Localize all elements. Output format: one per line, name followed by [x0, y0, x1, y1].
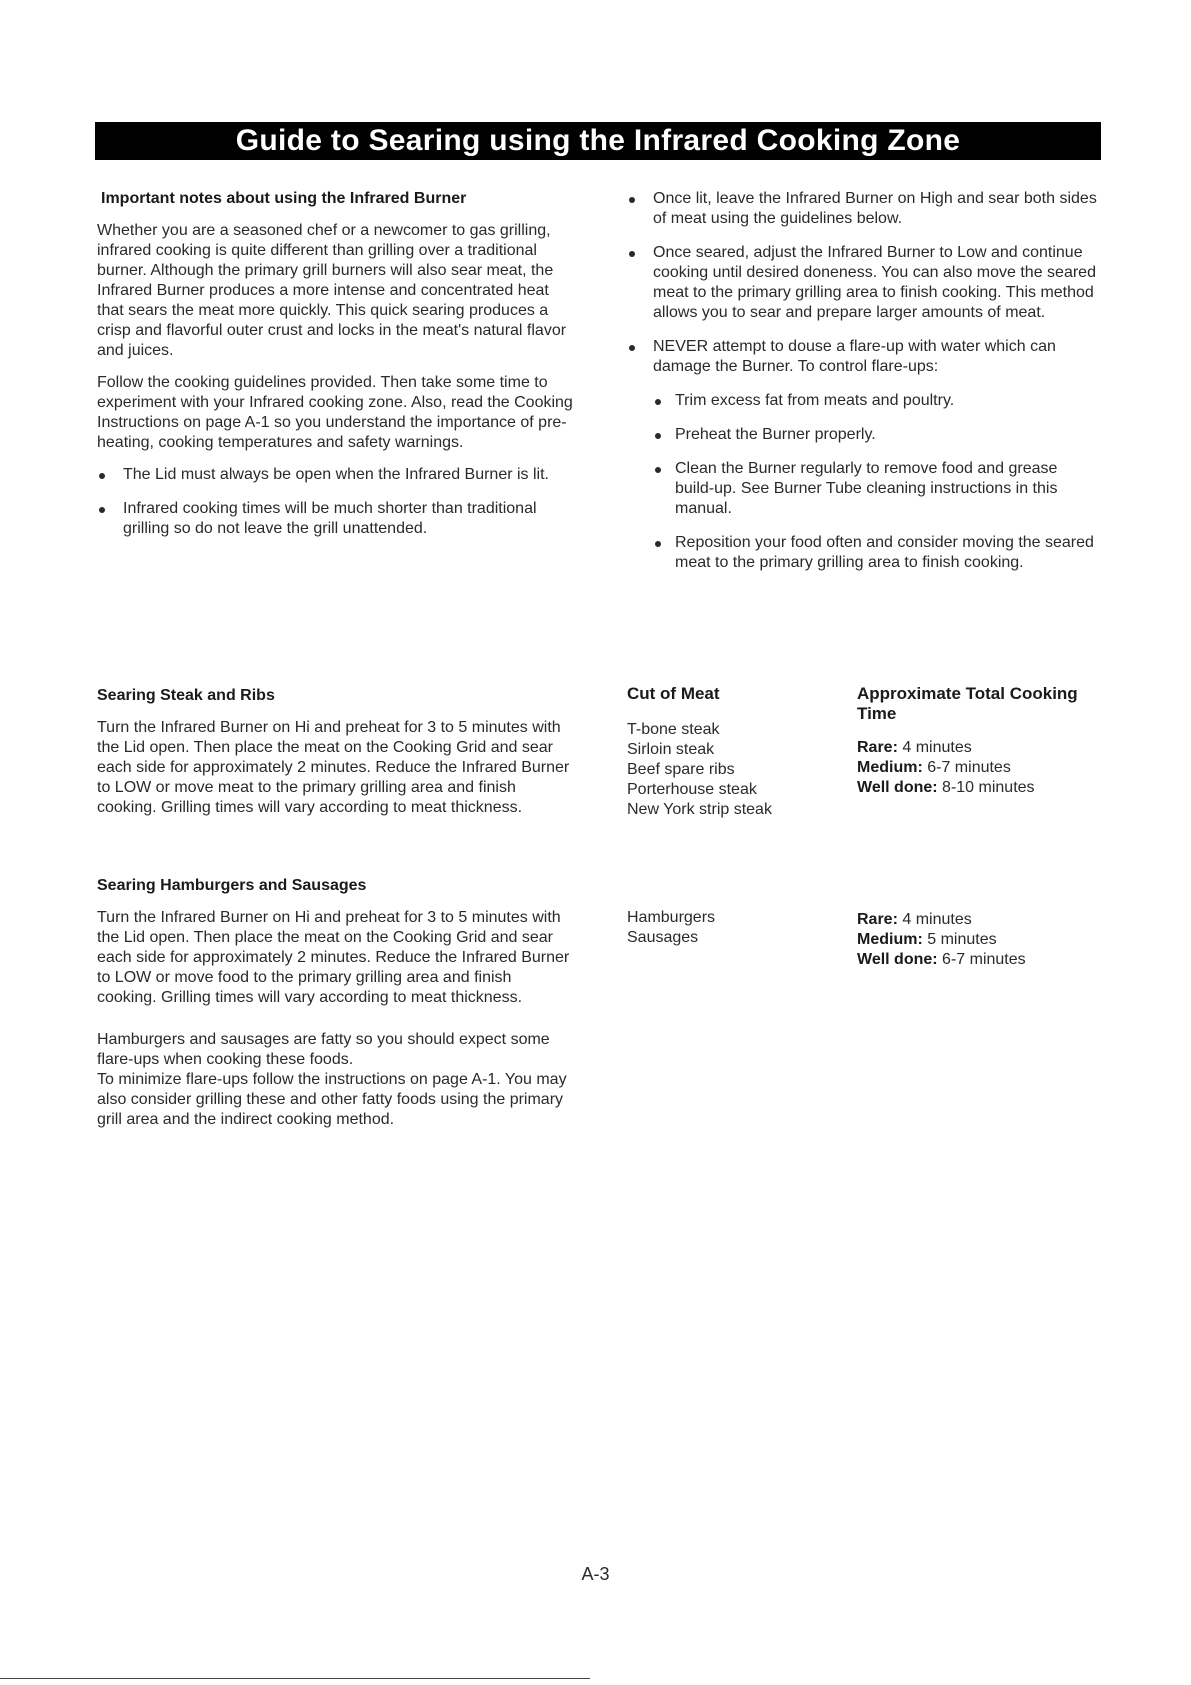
searing-steak-para: Turn the Infrared Burner on Hi and preheat for 3 to 5 minutes with the Lid open. Then place the meat on the Cooking Grid and sear each side for approximately 2 minutes. Reduce the Infrared Burner to LOW or move meat to the primary grilling area and finish cooking. Grilling times will vary according to meat thickness.: [97, 719, 570, 816]
important-notes-para-2: Follow the cooking guidelines provided. Then take some time to experiment with your Infrared cooking zone. Also, read the Cooking Instructions on page A-1 so you understand the importance of pre-heating, cooking temperatures and safety warnings.: [97, 374, 573, 451]
searing-burgers-heading: Searing Hamburgers and Sausages: [97, 877, 367, 894]
list-item: Infrared cooking times will be much shorter than traditional grilling so do not leave the grill unattended.: [97, 499, 575, 539]
table-cell: Sirloin steak: [627, 741, 715, 758]
bullet-icon: [655, 467, 661, 473]
table-cell: Sausages: [627, 929, 699, 946]
burner-usage-list: [627, 189, 1101, 573]
table-cell: Beef spare ribs: [627, 761, 735, 778]
table-cell: New York strip steak: [627, 801, 772, 818]
cooking-time-header: Approximate Total Cooking Time: [857, 684, 1078, 723]
bullet-icon: [629, 197, 635, 203]
searing-burgers-para-2: Hamburgers and sausages are fatty so you should expect some flare-ups when cooking these foods.: [97, 1031, 550, 1068]
burger-times-list: [857, 910, 1101, 970]
important-notes-list: [97, 465, 575, 539]
list-item: Preheat the Burner properly.: [653, 425, 1101, 445]
cut-of-meat-header: Cut of Meat: [627, 684, 720, 703]
important-notes-heading: Important notes about using the Infrared Burner: [101, 190, 467, 207]
searing-steak-section: [97, 686, 575, 830]
table-cell: Rare: 4 minutes: [857, 911, 972, 928]
burger-cuts-list: [627, 908, 847, 948]
bullet-icon: [655, 433, 661, 439]
table-cell: Medium: 6-7 minutes: [857, 759, 1011, 776]
list-item: Once seared, adjust the Infrared Burner to Low and continue cooking until desired doneness. You can also move the seared meat to the primary grilling area to finish cooking. This method allows you to sear and prepare larger amounts of meat.: [627, 243, 1101, 323]
steak-cuts-list: [627, 720, 847, 820]
bullet-icon: [655, 399, 661, 405]
bullet-icon: [629, 345, 635, 351]
table-cell: Porterhouse steak: [627, 781, 757, 798]
searing-burgers-para-3: To minimize flare-ups follow the instructions on page A-1. You may also consider grilling these and other fatty foods using the primary grill area and the indirect cooking method.: [97, 1071, 567, 1128]
table-cell: Medium: 5 minutes: [857, 931, 997, 948]
list-item: NEVER attempt to douse a flare-up with water which can damage the Burner. To control flare-ups: Trim excess fat from meats and poultry. Preheat the Burner properly. Clean the Burner regularly to remove food and grease build-up. See Burner Tube cleaning instructions in this manual. Reposition your food often and consider moving the seared meat to the primary grilling area to finish cooking.: [627, 337, 1101, 573]
list-item: Trim excess fat from meats and poultry.: [653, 391, 1101, 411]
list-item: The Lid must always be open when the Infrared Burner is lit.: [97, 465, 575, 485]
table-cell: Hamburgers: [627, 909, 716, 926]
table-cell: Well done: 8-10 minutes: [857, 779, 1035, 796]
table-cell: T-bone steak: [627, 721, 720, 738]
table-cell: Well done: 6-7 minutes: [857, 951, 1026, 968]
bullet-icon: [99, 507, 105, 513]
table-cell: Rare: 4 minutes: [857, 739, 972, 756]
list-item: Once lit, leave the Infrared Burner on High and sear both sides of meat using the guidelines below.: [627, 189, 1101, 229]
flare-up-tips-list: [653, 391, 1101, 573]
list-item: Clean the Burner regularly to remove food and grease build-up. See Burner Tube cleaning instructions in this manual.: [653, 459, 1101, 519]
footer-divider: [0, 1678, 590, 1679]
page-number: A-3: [581, 1564, 610, 1584]
bullet-icon: [99, 473, 105, 479]
burner-usage-section: [627, 189, 1101, 587]
searing-steak-heading: Searing Steak and Ribs: [97, 687, 275, 704]
list-item: Reposition your food often and consider moving the seared meat to the primary grilling area to finish cooking.: [653, 533, 1101, 573]
important-notes-para-1: Whether you are a seasoned chef or a newcomer to gas grilling, infrared cooking is quite different than grilling over a traditional burner. Although the primary grill burners will also sear meat, the Infrared Burner produces a more intense and concentrated heat that sears the meat more quickly. This quick searing produces a crisp and flavorful outer crust and locks in the meat's natural flavor and juices.: [97, 222, 567, 359]
important-notes-section: [97, 189, 575, 553]
searing-burgers-para-1: Turn the Infrared Burner on Hi and preheat for 3 to 5 minutes with the Lid open. Then place the meat on the Cooking Grid and sear each side for approximately 2 minutes. Reduce the Infrared Burner to LOW or move food to the primary grilling area and finish cooking. Grilling times will vary according to meat thickness.: [97, 909, 570, 1006]
searing-burgers-section: [97, 876, 575, 1130]
bullet-icon: [655, 541, 661, 547]
bullet-icon: [629, 251, 635, 257]
page-title-banner: Guide to Searing using the Infrared Cooking Zone: [95, 122, 1101, 160]
steak-times-list: [857, 738, 1101, 798]
